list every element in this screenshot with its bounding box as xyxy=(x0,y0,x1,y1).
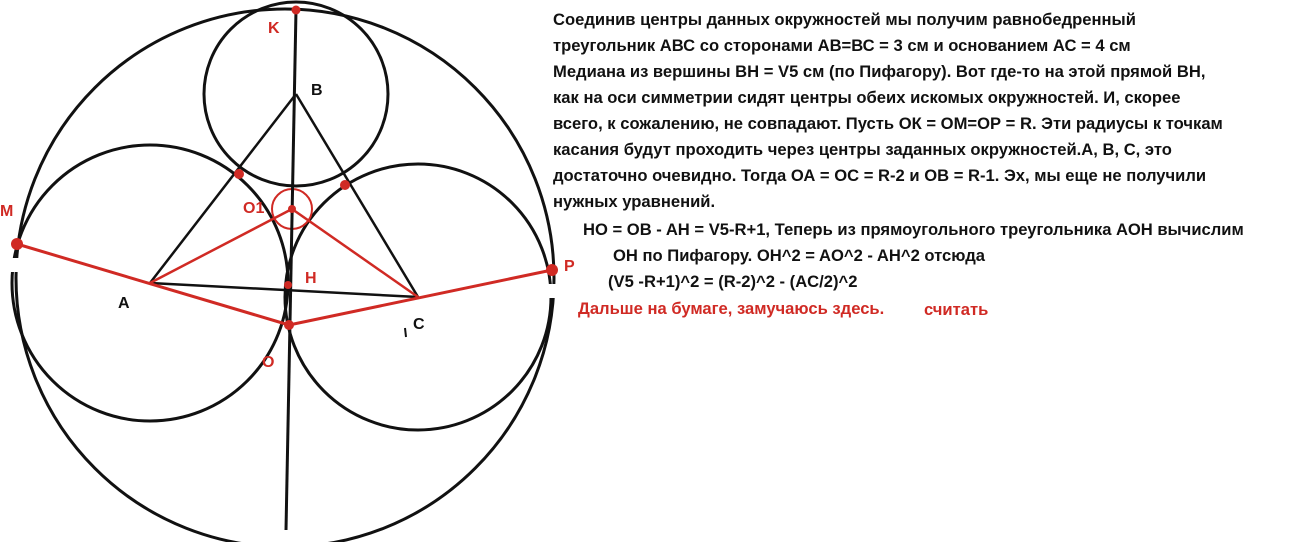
text-line-6: касания будут проходить через центры заданных окружностей.А, В, С, это xyxy=(553,140,1172,159)
label-c: C xyxy=(413,316,425,333)
text-line-5: всего, к сожалению, не совпадают. Пусть ОК = ОМ=ОР = R. Эти радиусы к точкам xyxy=(553,114,1223,133)
point-o xyxy=(284,320,294,330)
text-line-9: HO = OB - AH = V5-R+1, Теперь из прямоугольного треугольника АОН вычислим xyxy=(583,220,1244,239)
text-line-7: достаточно очевидно. Тогда ОА = ОС = R-2 и ОВ = R-1. Эх, мы еще не получили xyxy=(553,166,1207,185)
point-h xyxy=(284,281,292,289)
point-k xyxy=(292,6,301,15)
text-line-10: OH по Пифагору. OH^2 = AO^2 - AH^2 отсюда xyxy=(613,246,985,265)
tick-near-c xyxy=(405,328,406,337)
label-h: H xyxy=(305,270,317,287)
label-o1: O1 xyxy=(243,200,265,217)
text-word-red: считать xyxy=(924,300,989,319)
segment-ab xyxy=(150,94,296,283)
label-o: O xyxy=(262,354,275,371)
point-m xyxy=(11,238,23,250)
segment-om xyxy=(17,244,289,325)
point-p xyxy=(546,264,558,276)
text-line-red: Дальше на бумаге, замучаюсь здесь. xyxy=(578,299,885,318)
text-line-8: нужных уравнений. xyxy=(553,192,716,211)
tangent-point-ab xyxy=(234,169,244,179)
point-o1 xyxy=(288,205,296,213)
text-line-1: Соединив центры данных окружностей мы получим равнобедренный xyxy=(553,10,1136,29)
label-m: M xyxy=(0,203,14,220)
segment-bc xyxy=(296,94,418,297)
text-line-3: Медиана из вершины ВН = V5 см (по Пифагору). Вот где-то на этой прямой ВН, xyxy=(553,62,1206,81)
segment-o1-a xyxy=(150,209,292,283)
tangent-point-bc xyxy=(340,180,350,190)
geometry-diagram xyxy=(0,0,575,542)
label-a: A xyxy=(118,295,130,312)
outer-circle xyxy=(16,9,554,542)
text-line-2: треугольник АВС со сторонами АВ=ВС = 3 см и основанием АС = 4 см xyxy=(553,36,1131,55)
edge-mark-right xyxy=(548,284,556,298)
text-line-4: как на оси симметрии сидят центры обеих искомых окружностей. И, скорее xyxy=(553,88,1181,107)
text-line-11: (V5 -R+1)^2 = (R-2)^2 - (AC/2)^2 xyxy=(608,272,858,291)
edge-mark-left xyxy=(11,258,19,272)
label-b: B xyxy=(311,82,323,99)
label-p: P xyxy=(564,258,575,275)
label-k: K xyxy=(268,20,280,37)
